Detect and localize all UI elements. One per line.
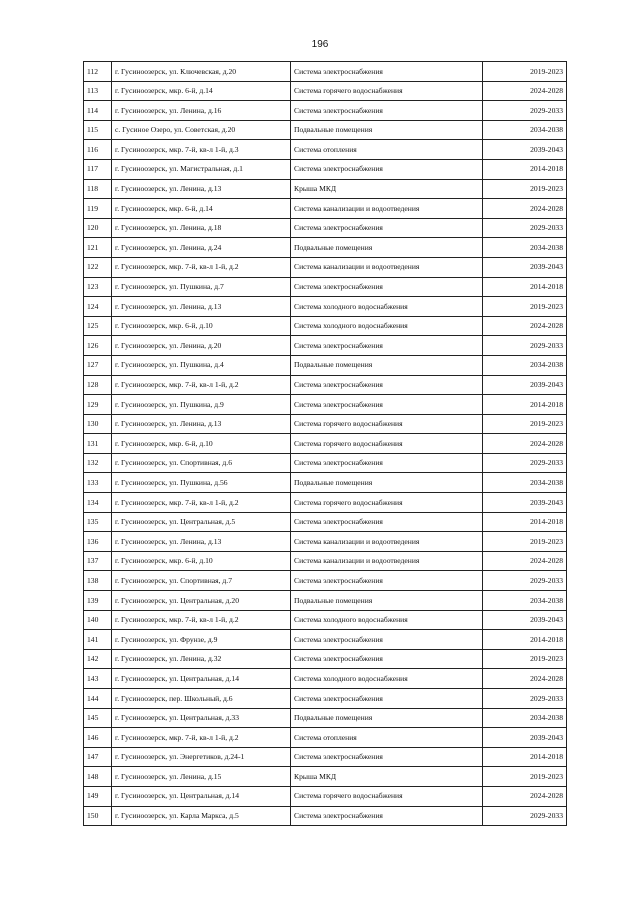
system-cell: Подвальные помещения	[291, 473, 483, 493]
address-cell: г. Гусиноозерск, ул. Пушкина, д.9	[112, 395, 291, 415]
row-number-cell: 144	[84, 689, 112, 709]
row-number-cell: 137	[84, 551, 112, 571]
system-cell: Система горячего водоснабжения	[291, 414, 483, 434]
address-cell: г. Гусиноозерск, мкр. 7-й, кв-л 1-й, д.2	[112, 610, 291, 630]
table-row	[84, 120, 567, 140]
row-number-cell: 135	[84, 512, 112, 532]
system-cell: Система электроснабжения	[291, 630, 483, 650]
system-cell: Подвальные помещения	[291, 238, 483, 258]
system-cell: Крыша МКД	[291, 179, 483, 199]
address-cell: г. Гусиноозерск, ул. Центральная, д.33	[112, 708, 291, 728]
address-cell: г. Гусиноозерск, ул. Центральная, д.14	[112, 669, 291, 689]
table-row	[84, 257, 567, 277]
address-cell: с. Гусиное Озеро, ул. Советская, д.20	[112, 120, 291, 140]
address-cell: г. Гусиноозерск, мкр. 7-й, кв-л 1-й, д.2	[112, 257, 291, 277]
address-cell: г. Гусиноозерск, мкр. 7-й, кв-л 1-й, д.2	[112, 728, 291, 748]
period-cell: 2014-2018	[483, 630, 567, 650]
address-cell: г. Гусиноозерск, мкр. 7-й, кв-л 1-й, д.2	[112, 493, 291, 513]
system-cell: Система электроснабжения	[291, 806, 483, 826]
address-cell: г. Гусиноозерск, мкр. 6-й, д.14	[112, 81, 291, 101]
table-row	[84, 689, 567, 709]
address-cell: г. Гусиноозерск, ул. Ленина, д.16	[112, 101, 291, 121]
period-cell: 2019-2023	[483, 62, 567, 82]
system-cell: Система электроснабжения	[291, 689, 483, 709]
address-cell: г. Гусиноозерск, мкр. 7-й, кв-л 1-й, д.2	[112, 375, 291, 395]
row-number-cell: 123	[84, 277, 112, 297]
system-cell: Система холодного водоснабжения	[291, 669, 483, 689]
table-row	[84, 532, 567, 552]
address-cell: г. Гусиноозерск, ул. Центральная, д.20	[112, 591, 291, 611]
period-cell: 2014-2018	[483, 747, 567, 767]
address-cell: г. Гусиноозерск, ул. Ленина, д.20	[112, 336, 291, 356]
address-cell: г. Гусиноозерск, мкр. 6-й, д.10	[112, 316, 291, 336]
address-cell: г. Гусиноозерск, ул. Пушкина, д.7	[112, 277, 291, 297]
period-cell: 2039-2043	[483, 140, 567, 160]
row-number-cell: 128	[84, 375, 112, 395]
system-cell: Подвальные помещения	[291, 708, 483, 728]
row-number-cell: 142	[84, 649, 112, 669]
table-row	[84, 179, 567, 199]
row-number-cell: 146	[84, 728, 112, 748]
table-row	[84, 414, 567, 434]
system-cell: Система электроснабжения	[291, 747, 483, 767]
table-row	[84, 81, 567, 101]
table-row	[84, 649, 567, 669]
row-number-cell: 122	[84, 257, 112, 277]
address-cell: г. Гусиноозерск, ул. Пушкина, д.4	[112, 355, 291, 375]
address-cell: г. Гусиноозерск, ул. Ключевская, д.20	[112, 62, 291, 82]
table-row	[84, 747, 567, 767]
system-cell: Система электроснабжения	[291, 649, 483, 669]
address-cell: г. Гусиноозерск, ул. Карла Маркса, д.5	[112, 806, 291, 826]
row-number-cell: 136	[84, 532, 112, 552]
row-number-cell: 116	[84, 140, 112, 160]
system-cell: Система канализации и водоотведения	[291, 551, 483, 571]
period-cell: 2024-2028	[483, 786, 567, 806]
table-row	[84, 473, 567, 493]
table-row	[84, 786, 567, 806]
address-cell: г. Гусиноозерск, ул. Ленина, д.32	[112, 649, 291, 669]
system-cell: Система холодного водоснабжения	[291, 297, 483, 317]
period-cell: 2034-2038	[483, 120, 567, 140]
table-row	[84, 62, 567, 82]
period-cell: 2034-2038	[483, 355, 567, 375]
address-cell: г. Гусиноозерск, ул. Ленина, д.18	[112, 218, 291, 238]
period-cell: 2014-2018	[483, 277, 567, 297]
period-cell: 2024-2028	[483, 199, 567, 219]
system-cell: Система электроснабжения	[291, 277, 483, 297]
row-number-cell: 148	[84, 767, 112, 787]
period-cell: 2019-2023	[483, 297, 567, 317]
period-cell: 2019-2023	[483, 767, 567, 787]
address-cell: г. Гусиноозерск, ул. Ленина, д.24	[112, 238, 291, 258]
table-row	[84, 669, 567, 689]
table-row	[84, 434, 567, 454]
period-cell: 2029-2033	[483, 336, 567, 356]
system-cell: Подвальные помещения	[291, 355, 483, 375]
period-cell: 2039-2043	[483, 610, 567, 630]
system-cell: Система горячего водоснабжения	[291, 786, 483, 806]
table-row	[84, 767, 567, 787]
address-cell: г. Гусиноозерск, ул. Центральная, д.14	[112, 786, 291, 806]
system-cell: Система холодного водоснабжения	[291, 316, 483, 336]
table-row	[84, 238, 567, 258]
period-cell: 2029-2033	[483, 571, 567, 591]
page-number: 196	[311, 39, 329, 50]
system-cell: Система электроснабжения	[291, 512, 483, 532]
row-number-cell: 132	[84, 453, 112, 473]
row-number-cell: 129	[84, 395, 112, 415]
row-number-cell: 139	[84, 591, 112, 611]
period-cell: 2039-2043	[483, 728, 567, 748]
row-number-cell: 119	[84, 199, 112, 219]
system-cell: Система отопления	[291, 728, 483, 748]
system-cell: Система электроснабжения	[291, 453, 483, 473]
table-row	[84, 375, 567, 395]
period-cell: 2014-2018	[483, 159, 567, 179]
address-cell: г. Гусиноозерск, мкр. 7-й, кв-л 1-й, д.3	[112, 140, 291, 160]
row-number-cell: 121	[84, 238, 112, 258]
row-number-cell: 115	[84, 120, 112, 140]
system-cell: Система канализации и водоотведения	[291, 532, 483, 552]
row-number-cell: 124	[84, 297, 112, 317]
system-cell: Система электроснабжения	[291, 571, 483, 591]
period-cell: 2024-2028	[483, 81, 567, 101]
row-number-cell: 134	[84, 493, 112, 513]
period-cell: 2029-2033	[483, 453, 567, 473]
system-cell: Система горячего водоснабжения	[291, 434, 483, 454]
system-cell: Система электроснабжения	[291, 218, 483, 238]
period-cell: 2039-2043	[483, 493, 567, 513]
row-number-cell: 140	[84, 610, 112, 630]
period-cell: 2034-2038	[483, 473, 567, 493]
table-row	[84, 512, 567, 532]
address-cell: г. Гусиноозерск, мкр. 6-й, д.14	[112, 199, 291, 219]
address-cell: г. Гусиноозерск, ул. Центральная, д.5	[112, 512, 291, 532]
address-cell: г. Гусиноозерск, ул. Спортивная, д.6	[112, 453, 291, 473]
system-cell: Система горячего водоснабжения	[291, 81, 483, 101]
row-number-cell: 112	[84, 62, 112, 82]
row-number-cell: 138	[84, 571, 112, 591]
row-number-cell: 113	[84, 81, 112, 101]
period-cell: 2029-2033	[483, 101, 567, 121]
repair-schedule-table	[83, 61, 567, 826]
row-number-cell: 120	[84, 218, 112, 238]
table-row	[84, 316, 567, 336]
system-cell: Система электроснабжения	[291, 375, 483, 395]
row-number-cell: 149	[84, 786, 112, 806]
row-number-cell: 150	[84, 806, 112, 826]
table-row	[84, 159, 567, 179]
address-cell: г. Гусиноозерск, мкр. 6-й, д.10	[112, 551, 291, 571]
system-cell: Подвальные помещения	[291, 120, 483, 140]
table-body	[84, 62, 567, 826]
period-cell: 2019-2023	[483, 414, 567, 434]
period-cell: 2029-2033	[483, 806, 567, 826]
period-cell: 2019-2023	[483, 532, 567, 552]
system-cell: Система электроснабжения	[291, 336, 483, 356]
table-row	[84, 336, 567, 356]
table-row	[84, 610, 567, 630]
address-cell: г. Гусиноозерск, ул. Энергетиков, д.24-1	[112, 747, 291, 767]
period-cell: 2034-2038	[483, 238, 567, 258]
period-cell: 2014-2018	[483, 512, 567, 532]
system-cell: Система канализации и водоотведения	[291, 257, 483, 277]
row-number-cell: 118	[84, 179, 112, 199]
table-row	[84, 551, 567, 571]
table-row	[84, 806, 567, 826]
table-row	[84, 218, 567, 238]
table-row	[84, 630, 567, 650]
period-cell: 2039-2043	[483, 257, 567, 277]
address-cell: г. Гусиноозерск, ул. Фрунзе, д.9	[112, 630, 291, 650]
table-row	[84, 140, 567, 160]
address-cell: г. Гусиноозерск, пер. Школьный, д.6	[112, 689, 291, 709]
system-cell: Система электроснабжения	[291, 101, 483, 121]
row-number-cell: 141	[84, 630, 112, 650]
system-cell: Крыша МКД	[291, 767, 483, 787]
period-cell: 2039-2043	[483, 375, 567, 395]
address-cell: г. Гусиноозерск, ул. Ленина, д.13	[112, 414, 291, 434]
row-number-cell: 127	[84, 355, 112, 375]
system-cell: Система канализации и водоотведения	[291, 199, 483, 219]
table-row	[84, 728, 567, 748]
period-cell: 2034-2038	[483, 708, 567, 728]
row-number-cell: 125	[84, 316, 112, 336]
table-row	[84, 297, 567, 317]
address-cell: г. Гусиноозерск, ул. Ленина, д.13	[112, 297, 291, 317]
system-cell: Система горячего водоснабжения	[291, 493, 483, 513]
period-cell: 2034-2038	[483, 591, 567, 611]
system-cell: Система холодного водоснабжения	[291, 610, 483, 630]
system-cell: Система отопления	[291, 140, 483, 160]
table-row	[84, 101, 567, 121]
address-cell: г. Гусиноозерск, ул. Спортивная, д.7	[112, 571, 291, 591]
row-number-cell: 117	[84, 159, 112, 179]
table-row	[84, 395, 567, 415]
address-cell: г. Гусиноозерск, ул. Ленина, д.13	[112, 532, 291, 552]
period-cell: 2014-2018	[483, 395, 567, 415]
address-cell: г. Гусиноозерск, ул. Ленина, д.13	[112, 179, 291, 199]
system-cell: Система электроснабжения	[291, 62, 483, 82]
row-number-cell: 126	[84, 336, 112, 356]
row-number-cell: 133	[84, 473, 112, 493]
system-cell: Подвальные помещения	[291, 591, 483, 611]
period-cell: 2019-2023	[483, 649, 567, 669]
table-row	[84, 493, 567, 513]
table-row	[84, 199, 567, 219]
period-cell: 2019-2023	[483, 179, 567, 199]
row-number-cell: 114	[84, 101, 112, 121]
period-cell: 2024-2028	[483, 434, 567, 454]
table-row	[84, 708, 567, 728]
address-cell: г. Гусиноозерск, мкр. 6-й, д.10	[112, 434, 291, 454]
row-number-cell: 145	[84, 708, 112, 728]
system-cell: Система электроснабжения	[291, 159, 483, 179]
address-cell: г. Гусиноозерск, ул. Магистральная, д.1	[112, 159, 291, 179]
table-row	[84, 277, 567, 297]
system-cell: Система электроснабжения	[291, 395, 483, 415]
period-cell: 2029-2033	[483, 218, 567, 238]
table-row	[84, 453, 567, 473]
period-cell: 2024-2028	[483, 316, 567, 336]
period-cell: 2029-2033	[483, 689, 567, 709]
row-number-cell: 147	[84, 747, 112, 767]
address-cell: г. Гусиноозерск, ул. Ленина, д.15	[112, 767, 291, 787]
row-number-cell: 143	[84, 669, 112, 689]
table-row	[84, 591, 567, 611]
period-cell: 2024-2028	[483, 669, 567, 689]
row-number-cell: 131	[84, 434, 112, 454]
row-number-cell: 130	[84, 414, 112, 434]
table-row	[84, 355, 567, 375]
address-cell: г. Гусиноозерск, ул. Пушкина, д.56	[112, 473, 291, 493]
period-cell: 2024-2028	[483, 551, 567, 571]
table-row	[84, 571, 567, 591]
